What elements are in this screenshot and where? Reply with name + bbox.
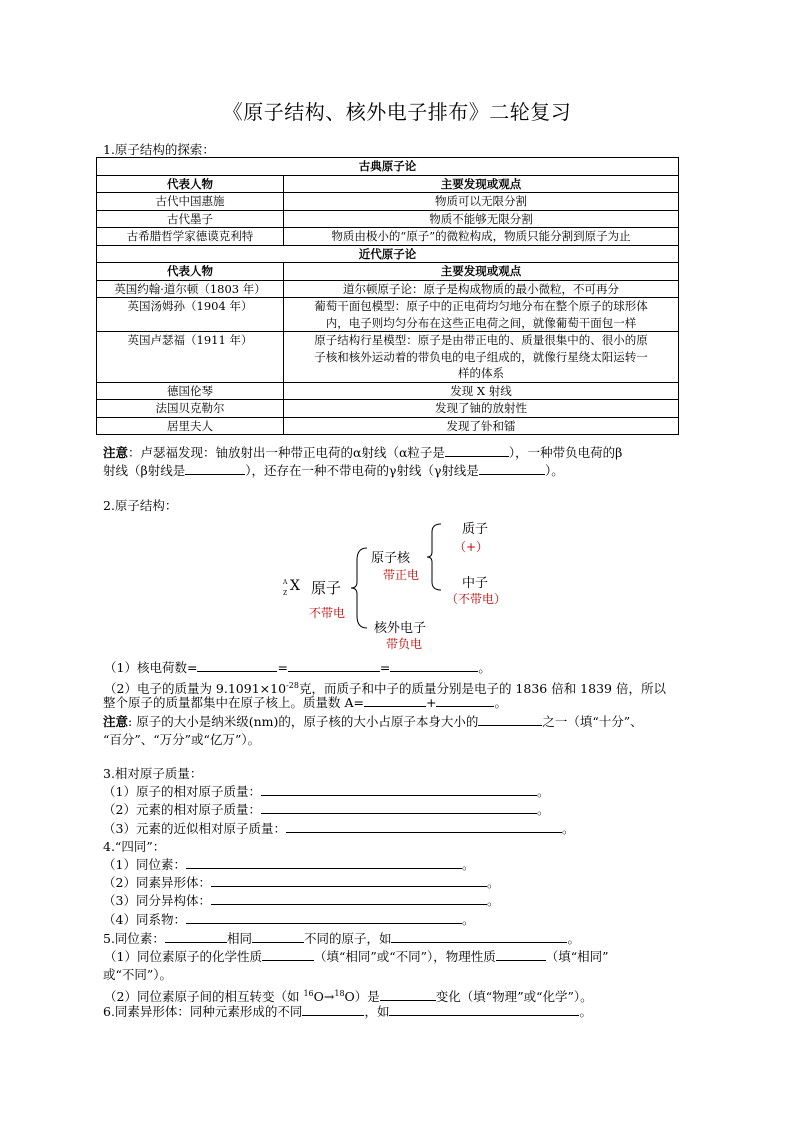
q-text: = [277, 660, 288, 675]
q-text: （2）同位素原子间的相互转变（如 [104, 989, 304, 1005]
q-text: （1）同位素： [103, 857, 186, 872]
q-text: 。 [567, 931, 580, 946]
note-text: 之一（填“十分”、 [542, 714, 643, 729]
answer-blank[interactable] [496, 948, 546, 961]
note-size-line1 [103, 713, 643, 730]
q-text: ，如 [364, 1004, 390, 1019]
col-header-view: 主要发现或观点 [284, 175, 679, 193]
q-text: （3）元素的近似相对原子质量： [103, 821, 286, 836]
q-text: 。 [486, 893, 500, 908]
q-relative-mass-3 [103, 820, 574, 837]
q-text: 不同的原子，如 [303, 931, 392, 946]
answer-blank[interactable] [186, 911, 462, 924]
table-cell: 发现了铀的放射性 [284, 400, 679, 418]
q-text: 相同 [226, 931, 252, 946]
page-title: 《原子结构、核外电子排布》二轮复习 [222, 100, 572, 124]
q-relative-mass-2 [103, 801, 549, 818]
cell-line: 样的体系 [458, 366, 504, 380]
q-four-same-4 [103, 911, 474, 928]
q-text: （2）元素的相对原子质量： [103, 802, 261, 817]
note-text: ）。 [544, 463, 564, 478]
q-text: 。 [536, 802, 550, 817]
section4-heading: 4.“四同”： [103, 839, 166, 854]
q-text: 。 [478, 660, 491, 675]
classical-title: 古典原子论 [97, 158, 679, 176]
atom-charge-note: 不带电 [309, 606, 346, 620]
note-label: 注意 [103, 714, 129, 729]
table-cell: 发现 X 射线 [284, 382, 679, 400]
answer-blank[interactable] [478, 713, 542, 726]
note-text: ），一种带负电荷的β [508, 445, 623, 460]
q-relative-mass-1 [103, 783, 549, 800]
table-cell: 古代中国惠施 [97, 193, 284, 211]
q-text: 。 [494, 695, 507, 710]
note-text: 射线（β射线是 [103, 463, 186, 478]
neutron-label: 中子 [462, 576, 489, 591]
table-cell: 英国卢瑟福（1911 年） [97, 332, 284, 383]
answer-blank[interactable] [165, 930, 227, 943]
answer-blank[interactable] [211, 892, 487, 905]
q-text: （2）电子的质量为 9.1091×10 [104, 681, 287, 697]
table-cell: 物质不能够无限分割 [284, 210, 679, 228]
table-cell: 居里夫人 [97, 417, 284, 435]
answer-blank[interactable] [186, 856, 462, 869]
q-allotrope-definition [103, 1003, 592, 1020]
electron-charge-note: 带负电 [386, 637, 423, 651]
nucleus-charge-note: 带正电 [383, 568, 420, 582]
q-text: 。 [579, 1004, 592, 1019]
q-text: 。 [461, 857, 475, 872]
atom-label: 原子 [311, 579, 342, 597]
q-text: 整个原子的质量都集中在原子核上。质量数 A= [103, 695, 364, 710]
table-cell: 英国约翰·道尔顿（1803 年） [97, 280, 284, 298]
q-text: O→ [313, 989, 335, 1005]
q-electron-mass-line2 [103, 694, 507, 711]
answer-blank[interactable] [252, 930, 304, 943]
modern-title: 近代原子论 [97, 245, 679, 263]
q-text: + [425, 695, 437, 710]
q-text: 克，而质子和中子的质量分别是电子的 1836 倍和 1839 倍，所以 [298, 681, 666, 697]
cell-line: 原子结构行星模型：原子是由带正电的、质量很集中的、很小的原 [314, 333, 648, 347]
answer-blank[interactable] [389, 1003, 579, 1016]
q-superscript: 16 [303, 989, 314, 998]
answer-blank[interactable] [211, 874, 487, 887]
table-cell: 古希腊哲学家德谟克利特 [97, 228, 284, 246]
q-text: = [379, 660, 391, 675]
q-isotope-properties-line1 [104, 948, 609, 965]
q-nuclear-charge [104, 659, 491, 676]
element-symbol: X [290, 578, 300, 594]
table-cell: 物质可以无限分割 [284, 193, 679, 211]
cell-line: 葡萄干面包模型：原子中的正电荷均匀地分布在整个原子的球形体 [314, 299, 648, 313]
q-four-same-3 [103, 892, 499, 909]
answer-blank[interactable] [197, 659, 277, 672]
answer-blank[interactable] [261, 801, 537, 814]
atomic-number-symbol: Z [283, 590, 288, 597]
q-four-same-2 [103, 874, 499, 891]
table-cell: 发现了钋和镭 [284, 417, 679, 435]
q-superscript: -28 [286, 681, 299, 690]
answer-blank[interactable] [380, 988, 436, 1001]
q-text: （填“相同” [545, 949, 609, 964]
mass-number-symbol: A [283, 579, 288, 586]
electron-label: 核外电子 [374, 621, 427, 636]
answer-blank[interactable] [436, 694, 494, 707]
q-text: 变化（填“物理”或“化学”）。 [435, 989, 593, 1005]
q-text: 。 [536, 784, 550, 799]
q-isotope-definition [103, 930, 580, 947]
answer-blank[interactable] [286, 820, 562, 833]
col-header-person: 代表人物 [97, 175, 284, 193]
q-four-same-1 [103, 856, 474, 873]
q-text: （填“相同”或“不同”），物理性质 [313, 949, 496, 964]
q-text: 。 [486, 875, 500, 890]
note-text: ），还存在一种不带电荷的γ射线（γ射线是 [245, 463, 479, 478]
q-text: （1）原子的相对原子质量： [103, 784, 261, 799]
table-cell: 道尔顿原子论：原子是构成物质的最小微粒，不可再分 [284, 280, 679, 298]
q-superscript: 18 [334, 989, 345, 998]
q-text: （3）同分异构体： [103, 893, 211, 908]
q-text: 。 [461, 912, 475, 927]
answer-blank[interactable] [391, 930, 567, 943]
q-text: （2）同素异形体： [103, 875, 211, 890]
q-isotope-properties-line2: 或“不同”）。 [103, 967, 173, 982]
q-text: 5.同位素： [103, 931, 165, 946]
q-text: O）是 [344, 989, 380, 1005]
cell-line: 内，电子则均匀分布在这些正电荷之间，就像葡萄干面包一样 [325, 315, 637, 330]
q-text: （1）同位素原子的化学性质 [104, 949, 262, 964]
q-text: 。 [561, 821, 575, 836]
answer-blank[interactable] [302, 1003, 364, 1016]
proton-label: 质子 [462, 522, 489, 537]
nucleus-label: 原子核 [371, 551, 411, 566]
note-size-line2: “百分”、“万分”或“亿万”）。 [103, 732, 261, 747]
answer-blank[interactable] [261, 783, 537, 796]
q-text: 6.同素异形体：同种元素形成的不同 [103, 1004, 303, 1019]
proton-charge-note: （+） [454, 540, 489, 554]
note-text: : 原子的大小是纳米级(nm)的，原子核的大小占原子本身大小的 [128, 714, 479, 729]
col-header-person: 代表人物 [97, 263, 284, 281]
note-text: ：卢瑟福发现：铀放射出一种带正电荷的α射线（α粒子是 [128, 445, 445, 460]
table-cell: 法国贝克勒尔 [97, 400, 284, 418]
answer-blank[interactable] [262, 948, 314, 961]
cell-line: 子核和核外运动着的带负电的电子组成的，就像行星绕太阳运转一 [314, 349, 648, 364]
answer-blank[interactable] [288, 659, 380, 672]
col-header-view: 主要发现或观点 [284, 263, 679, 281]
neutron-charge-note: （不带电） [446, 592, 507, 606]
section2-heading: 2.原子结构： [103, 498, 178, 513]
table-cell: 物质由极小的“原子”的微粒构成，物质只能分割到原子为止 [284, 228, 679, 246]
table-cell: 德国伦琴 [97, 382, 284, 400]
section3-heading: 3.相对原子质量： [103, 766, 203, 781]
table-cell: 古代墨子 [97, 210, 284, 228]
table-cell: 英国汤姆孙（1904 年） [97, 298, 284, 332]
note-label: 注意 [103, 445, 129, 460]
q-text: （4）同系物： [103, 912, 186, 927]
answer-blank[interactable] [390, 659, 478, 672]
answer-blank[interactable] [364, 694, 426, 707]
section1-heading: 1.原子结构的探索： [103, 142, 215, 157]
q-text: （1）核电荷数= [104, 660, 198, 675]
